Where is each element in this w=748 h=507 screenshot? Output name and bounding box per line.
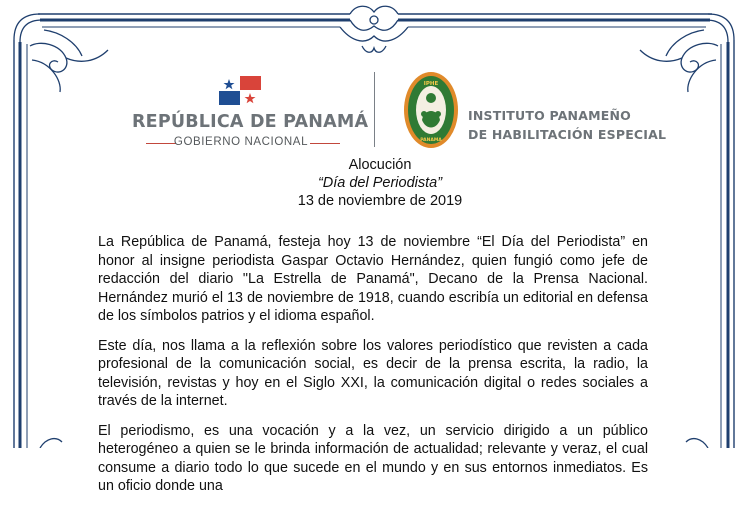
institute-name bbox=[468, 106, 708, 144]
document-body bbox=[98, 233, 648, 507]
institute-name-line2: DE HABILITACIÓN ESPECIAL bbox=[468, 127, 667, 142]
seal-top-text: IPHE bbox=[423, 81, 439, 87]
government-right-rule bbox=[310, 143, 340, 144]
iphe-seal-icon bbox=[402, 70, 460, 150]
document-date: 13 de noviembre de 2019 bbox=[297, 193, 463, 209]
document-heading bbox=[230, 156, 530, 210]
document-title: Alocución bbox=[348, 157, 412, 173]
header-divider bbox=[374, 72, 375, 147]
panama-flag-icon bbox=[217, 76, 263, 106]
body-paragraph-2: Este día, nos llama a la reflexión sobre los valores periodístico que revisten a cada profesional de la comunicación social, es decir de la prensa escrita, la radio, la televisión, revistas y hoy en el Siglo XXI, la comunicación digital o redes sociales a través de la internet. bbox=[98, 337, 648, 409]
institute-name-line1: INSTITUTO PANAMEÑO bbox=[468, 108, 631, 123]
republic-title: REPÚBLICA DE PANAMÁ bbox=[132, 112, 369, 132]
government-label-text: GOBIERNO NACIONAL bbox=[173, 136, 309, 148]
body-paragraph-3: El periodismo, es una vocación y a la vez, un servicio dirigido a un público heterogéneo a quien se le brinda información de actualidad; relevante y veraz, el cual consume a diario todo lo que sucede en el mundo y en sus entornos inmediatos. Es un oficio donde una bbox=[98, 422, 648, 494]
body-paragraph-1: La República de Panamá, festeja hoy 13 de noviembre “El Día del Periodista” en honor al insigne periodista Gaspar Octavio Hernández, quien fungió como jefe de redacción del diario "La Estrella de Panamá", Decano de la Prensa Nacional. Hernández murió el 13 de noviembre de 1918, cuando escribía un editorial en defensa de los símbolos patrios y el idioma español. bbox=[98, 234, 648, 324]
seal-bottom-text: PANAMA bbox=[420, 138, 442, 143]
document-subtitle: “Día del Periodista” bbox=[317, 175, 443, 191]
government-label bbox=[132, 136, 350, 148]
